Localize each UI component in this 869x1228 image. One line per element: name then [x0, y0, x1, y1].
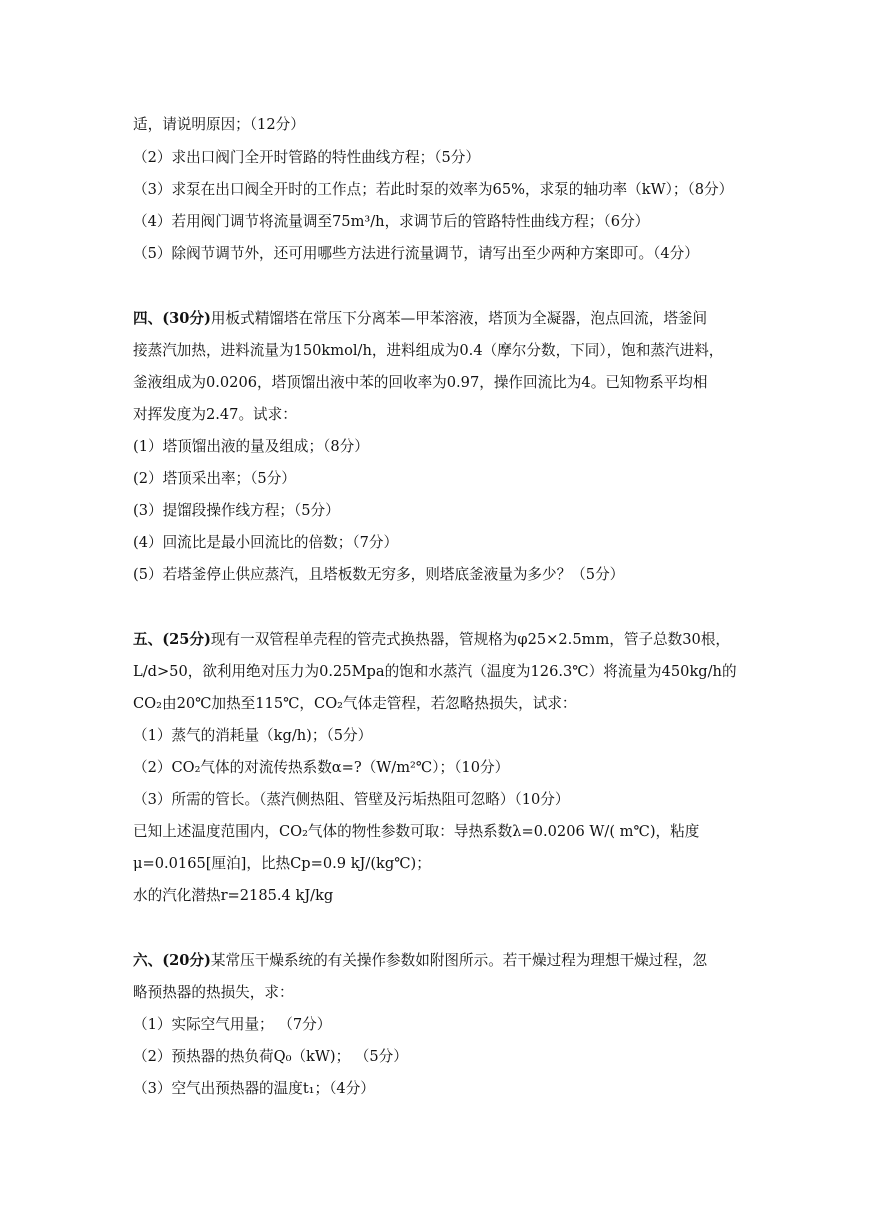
q4-text-3: 釜液组成为0.0206，塔顶馏出液中苯的回收率为0.97，操作回流比为4。已知物系平均相 [133, 374, 708, 391]
q5-note-3: 水的汽化潜热r=2185.4 kJ/kg [133, 887, 334, 904]
q3-continuation: 适，请说明原因；（12分） [133, 116, 305, 133]
q6-heading: 六、(20分) [133, 952, 211, 969]
q4-text-1: 用板式精馏塔在常压下分离苯—甲苯溶液，塔顶为全凝器，泡点回流，塔釜间 [210, 310, 708, 327]
q6-item-2: （2）预热器的热负荷Q₀（kW)； （5分） [133, 1048, 408, 1065]
q6-text-2: 略预热器的热损失，求： [133, 984, 294, 1001]
q4-text-4: 对挥发度为2.47。试求： [133, 406, 297, 423]
q4-item-4: (4）回流比是最小回流比的倍数；（7分） [133, 534, 399, 551]
q5-heading: 五、(25分) [133, 631, 211, 648]
q4-first-line [133, 309, 707, 329]
q5-note-2: μ=0.0165[厘泊]，比热Cp=0.9 kJ/(kg℃)； [133, 855, 431, 872]
q3-item-3: （3）求泵在出口阀全开时的工作点；若此时泵的效率为65%，求泵的轴功率（kW）；（8分） [133, 181, 734, 198]
q6-text-1: 某常压干燥系统的有关操作参数如附图所示。若干燥过程为理想干燥过程，忽 [210, 952, 708, 969]
q5-first-line [133, 630, 730, 650]
q4-item-1: (1）塔顶馏出液的量及组成；（8分） [133, 438, 369, 455]
q5-item-2: （2）CO₂气体的对流传热系数α=?（W/m²℃）；（10分） [133, 759, 510, 776]
q5-text-2: L/d>50，欲利用绝对压力为0.25Mpa的饱和水蒸汽（温度为126.3℃）将流量为450kg/h的 [133, 663, 737, 680]
q3-item-5: （5）除阀节调节外，还可用哪些方法进行流量调节，请写出至少两种方案即可。（4分） [133, 245, 699, 262]
q4-item-2: (2）塔顶采出率；（5分） [133, 470, 296, 487]
q3-item-2: （2）求出口阀门全开时管路的特性曲线方程；（5分） [133, 149, 480, 166]
q4-text-2: 接蒸汽加热，进料流量为150kmol/h，进料组成为0.4（摩尔分数，下同），饱和蒸汽进料， [133, 342, 724, 359]
q4-item-3: (3）提馏段操作线方程；（5分） [133, 502, 340, 519]
q6-item-3: （3）空气出预热器的温度t₁；（4分） [133, 1080, 375, 1097]
q6-item-1: （1）实际空气用量； （7分） [133, 1016, 332, 1033]
q5-note-1: 已知上述温度范围内，CO₂气体的物性参数可取：导热系数λ=0.0206 W/( m℃)，粘度 [133, 823, 700, 840]
q6-first-line [133, 951, 707, 971]
q5-item-3: （3）所需的管长。（蒸汽侧热阻、管壁及污垢热阻可忽略）（10分） [133, 791, 570, 808]
q5-text-3: CO₂由20℃加热至115℃，CO₂气体走管程，若忽略热损失，试求： [133, 695, 577, 712]
q4-heading: 四、(30分) [133, 310, 211, 327]
q3-item-4: （4）若用阀门调节将流量调至75m³/h，求调节后的管路特性曲线方程；（6分） [133, 213, 650, 230]
q5-text-1: 现有一双管程单壳程的管壳式换热器，管规格为φ25×2.5mm，管子总数30根， [210, 631, 731, 648]
q4-item-5: (5）若塔釜停止供应蒸汽，且塔板数无穷多，则塔底釜液量为多少？（5分） [133, 566, 625, 583]
q5-item-1: （1）蒸气的消耗量（kg/h)；（5分） [133, 727, 373, 744]
